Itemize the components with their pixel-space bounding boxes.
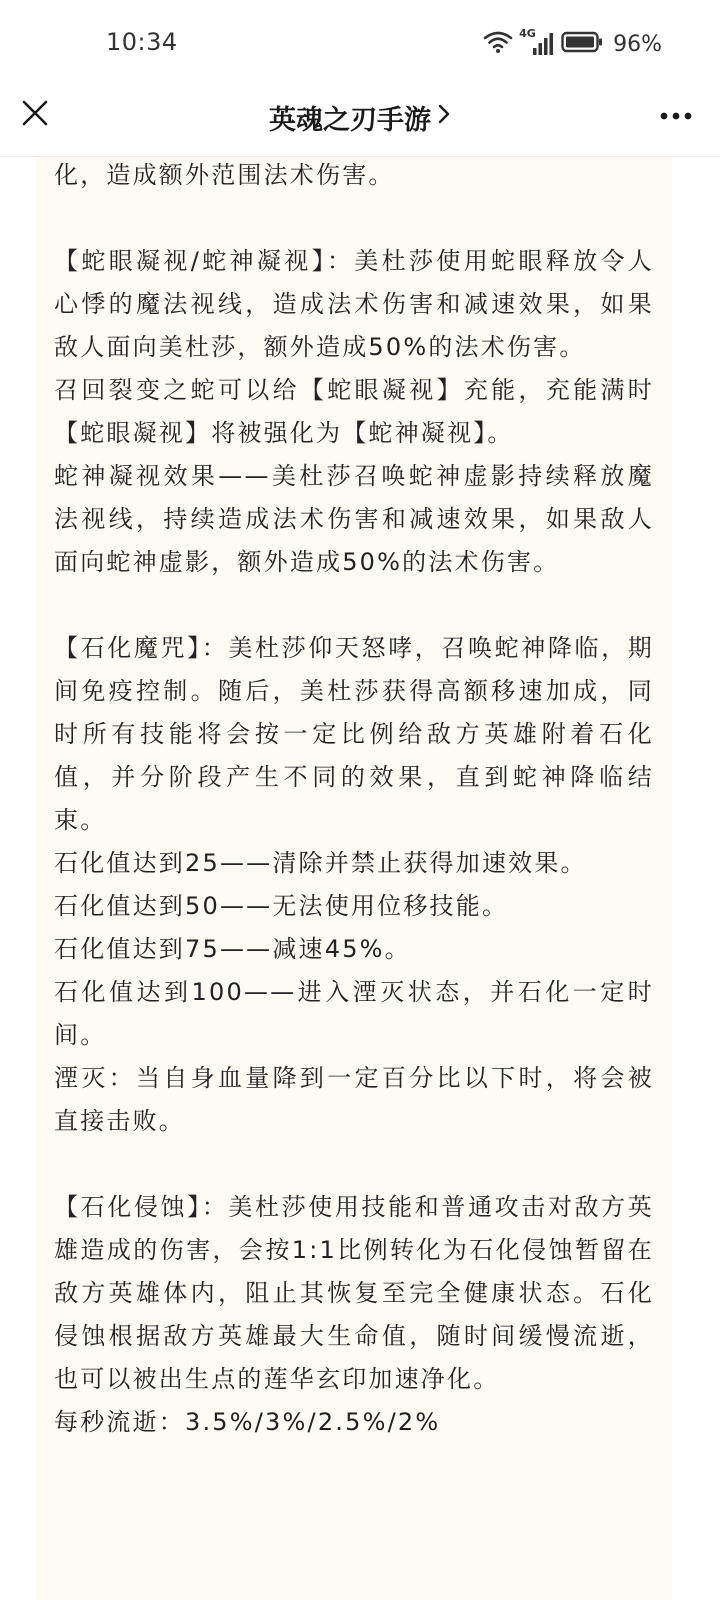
status-time: 10:34 [106, 28, 178, 56]
article-line: 每秒流逝：3.5%/3%/2.5%/2% [54, 1408, 441, 1436]
article-line: 石化值达到75——减速45%。 [54, 935, 411, 963]
battery-icon [561, 31, 603, 57]
article-line: 化，造成额外范围法术伤害。 [54, 161, 395, 189]
nav-title-bar [0, 98, 720, 137]
article-line: 石化值达到25——清除并禁止获得加速效果。 [54, 849, 587, 877]
article-line: 蛇神凝视效果——美杜莎召唤蛇神虚影持续释放魔法视线，持续造成法术伤害和减速效果，如果敌人面向蛇神虚影，额外造成50%的法术伤害。 [54, 462, 654, 576]
more-icon [659, 106, 693, 125]
wifi-icon [483, 30, 513, 58]
account-title-link[interactable] [269, 98, 451, 137]
battery-percentage: 96% [613, 31, 662, 57]
close-icon [21, 99, 49, 131]
close-button[interactable] [18, 98, 52, 132]
status-bar [0, 0, 720, 88]
article-line: 石化值达到50——无法使用位移技能。 [54, 892, 509, 920]
network-label: 4G [519, 27, 536, 40]
signal-icon [519, 27, 555, 57]
article-line: 【石化魔咒】：美杜莎仰天怒哮，召唤蛇神降临，期间免疫控制。随后，美杜莎获得高额移速加成，同时所有技能将会按一定比例给敌方英雄附着石化值，并分阶段产生不同的效果，直到蛇神降临结束。 [54, 634, 654, 834]
nav-bar [0, 88, 720, 157]
article-body [54, 154, 654, 1444]
article-line: 【蛇眼凝视/蛇神凝视】：美杜莎使用蛇眼释放令人心悸的魔法视线，造成法术伤害和减速效果，如果敌人面向美杜莎，额外造成50%的法术伤害。 [54, 247, 654, 361]
article-line: 召回裂变之蛇可以给【蛇眼凝视】充能，充能满时【蛇眼凝视】将被强化为【蛇神凝视】。 [54, 376, 654, 447]
article-line: 湮灭：当自身血量降到一定百分比以下时，将会被直接击败。 [54, 1064, 654, 1135]
paragraph-gap [54, 1143, 654, 1186]
status-icons [483, 27, 662, 58]
paragraph-gap [54, 197, 654, 240]
article-line: 石化值达到100——进入湮灭状态，并石化一定时间。 [54, 978, 654, 1049]
page-title: 英魂之刃手游 [269, 105, 431, 136]
paragraph-gap [54, 584, 654, 627]
more-button[interactable] [656, 100, 696, 130]
chevron-right-icon [437, 102, 451, 133]
article-line: 【石化侵蚀】：美杜莎使用技能和普通攻击对敌方英雄造成的伤害，会按1:1比例转化为石化侵蚀暂留在敌方英雄体内，阻止其恢复至完全健康状态。石化侵蚀根据敌方英雄最大生命值，随时间缓慢流逝，也可以被出生点的莲华玄印加速净化。 [54, 1193, 654, 1393]
